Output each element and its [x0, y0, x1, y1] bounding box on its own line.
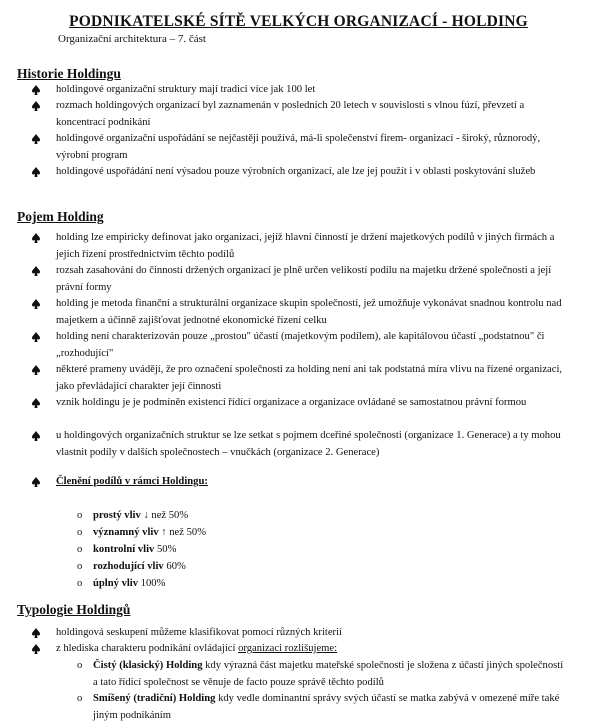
level-value: než 50% — [151, 510, 189, 521]
spade-bullet-icon — [32, 230, 44, 243]
circle-bullet-icon: o — [77, 693, 83, 704]
list-item-text: z hlediska charakteru podnikání ovládající — [56, 643, 239, 654]
spade-bullet-icon — [32, 362, 44, 375]
list-item-text: některé prameny uvádějí, že pro označení společnosti za holding není ani tak podstatná míra vlivu na řízené organizaci, jako převládající charakter její činnosti — [56, 364, 563, 392]
list-item-text: holdingové uspořádání není výsadou pouze výrobních organizací, ale lze jej použít i v oblasti poskytování služeb — [56, 166, 536, 177]
list-item-text: holding lze empiricky definovat jako organizaci, jejíž hlavní činností je držení majetkových podílů v jiných firmách a jejich řízení prostřednictvím těchto podílů — [56, 232, 555, 260]
list-item-text: holding není charakterizován pouze „prostou" účastí (majetkovým podílem), ale kapitálovou účastí „podstatnou" či „rozhodující" — [56, 331, 545, 359]
circle-bullet-icon: o — [77, 510, 83, 521]
heading-pojem: Pojem Holding — [17, 209, 104, 224]
list-item-text: rozsah zasahování do činností držených organizací je plně určen velikostí podílu na majetku držené společnosti a její právní formy — [56, 265, 552, 293]
spade-bullet-icon — [32, 82, 44, 95]
type-item — [77, 691, 567, 724]
type-item — [77, 658, 567, 691]
list-item-text: rozmach holdingových organizací byl zaznamenán v posledních 20 letech v souvislosti s vlnou fúzí, převzetí a koncentrací podnikání — [56, 100, 525, 128]
list-item-text: holdingové organizační struktury mají tradici více jak 100 let — [56, 84, 316, 95]
list-item — [56, 131, 567, 164]
type-name: Smíšený (tradiční) Holding — [93, 693, 216, 704]
spade-bullet-icon — [32, 474, 44, 487]
list-item — [56, 263, 567, 296]
circle-bullet-icon: o — [77, 527, 83, 538]
arrow-down-icon: ↓ — [143, 510, 149, 521]
type-text: kdy výrazná část majetku mateřské společnosti je složena z účastí jiných společností a tato řídící společnost se věnuje de facto pouze správě těchto podílů — [93, 660, 564, 688]
level-item — [77, 558, 186, 575]
document-title: PODNIKATELSKÉ SÍTĚ VELKÝCH ORGANIZACÍ - HOLDING — [69, 13, 528, 30]
list-item-text: u holdingových organizačních struktur se lze setkat s pojmem dceřiné společnosti (organizace 1. Generace) a ty mohou vlastnit podíly v dalších společnostech – vnučkách (organizace 2. Generace) — [56, 430, 561, 458]
type-name: Čistý (klasický) Holding — [93, 660, 203, 671]
list-item — [56, 164, 567, 181]
level-name: kontrolní vliv — [93, 544, 155, 555]
list-item — [56, 362, 567, 395]
cleneni-heading-item — [56, 474, 567, 491]
list-item — [56, 98, 567, 131]
arrow-up-icon: ↑ — [161, 527, 167, 538]
list-item — [56, 329, 567, 362]
level-name: prostý vliv — [93, 510, 141, 521]
spade-bullet-icon — [32, 98, 44, 111]
level-item — [77, 575, 166, 592]
spade-bullet-icon — [32, 164, 44, 177]
spade-bullet-icon — [32, 428, 44, 441]
level-value: než 50% — [169, 527, 207, 538]
list-item — [56, 641, 567, 658]
spade-bullet-icon — [32, 263, 44, 276]
list-item — [56, 82, 567, 99]
circle-bullet-icon: o — [77, 578, 83, 589]
list-item — [56, 625, 567, 642]
spade-bullet-icon — [32, 131, 44, 144]
list-item — [56, 296, 567, 329]
list-item-text: holdingové organizační uspořádání se nejčastěji používá, má-li společenství firem- organizací - široký, různorodý, výrobní program — [56, 133, 541, 161]
level-item — [77, 541, 177, 558]
list-item-text: vznik holdingu je je podmíněn existencí řídící organizace a organizace ovládané se samostatnou právní formou — [56, 397, 527, 408]
level-value: 100% — [140, 578, 166, 589]
document-subtitle: Organizační architektura – 7. část — [58, 33, 206, 45]
level-value: 50% — [156, 544, 177, 555]
list-item — [56, 395, 567, 412]
spade-bullet-icon — [32, 395, 44, 408]
list-item — [56, 428, 567, 461]
spade-bullet-icon — [32, 625, 44, 638]
list-item — [56, 230, 567, 263]
level-name: významný vliv — [93, 527, 159, 538]
heading-historie: Historie Holdingu — [17, 66, 121, 81]
spade-bullet-icon — [32, 641, 44, 654]
circle-bullet-icon: o — [77, 544, 83, 555]
level-value: 60% — [166, 561, 186, 572]
level-name: rozhodující vliv — [93, 561, 164, 572]
cleneni-label: Členění podílů v rámci Holdingu: — [56, 476, 208, 487]
type-text: kdy vedle dominantní správy svých účastí se matka zabývá v omezené míře také jiným podnikáním — [93, 693, 560, 721]
level-item — [77, 524, 207, 541]
list-item-underlined: organizaci rozlišujeme: — [238, 643, 338, 654]
level-item — [77, 507, 189, 524]
spade-bullet-icon — [32, 329, 44, 342]
level-name: úplný vliv — [93, 578, 139, 589]
circle-bullet-icon: o — [77, 561, 83, 572]
heading-typologie: Typologie Holdingů — [17, 602, 131, 617]
circle-bullet-icon: o — [77, 660, 83, 671]
list-item-text: holdingová seskupení můžeme klasifikovat pomocí různých kriterií — [56, 627, 342, 638]
list-item-text: holding je metoda finanční a strukturální organizace skupin společností, jež umožňuje vykonávat snadnou kontrolu nad majetkem a účinně zajišťovat jednotné ekonomické řízení celku — [56, 298, 562, 326]
spade-bullet-icon — [32, 296, 44, 309]
